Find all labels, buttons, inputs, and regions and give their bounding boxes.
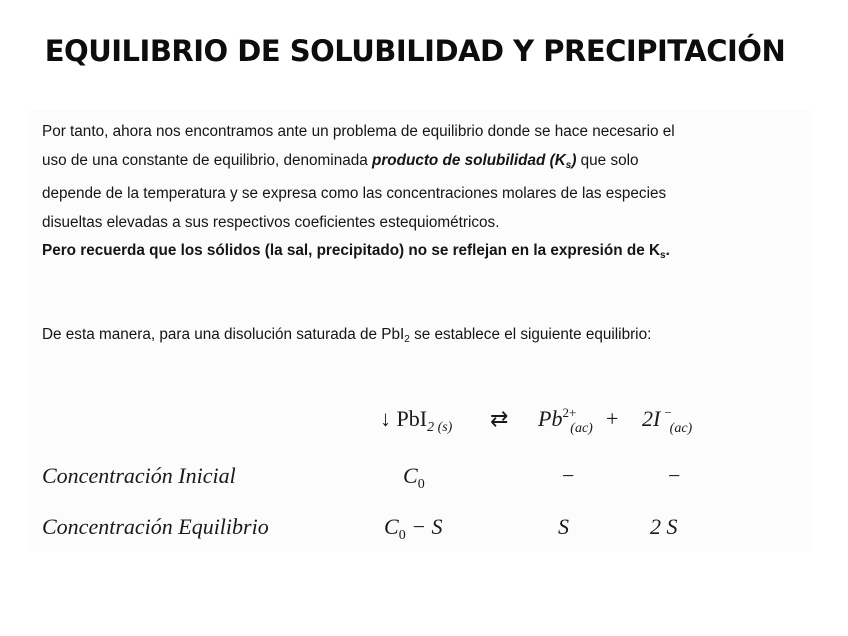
initial-reactant-conc [403,463,425,492]
conc-rest: − S [405,514,443,539]
lead-charge: 2+ [562,405,577,420]
reactant-subscript: 2 (s) [427,420,453,435]
equilibrium-iodide-conc: 2 S [650,514,678,539]
ks-subscript: s [660,250,666,261]
equilibrium-lead-conc: S [558,514,569,539]
iodide-phase: (ac) [669,421,693,436]
remember-note: Pero recuerda que los sólidos (la sal, precipitado) no se reflejan en la expresión de K [42,242,661,259]
intro-line [42,326,651,345]
lead-symbol: Pb [538,406,563,431]
row-label-initial: Concentración Inicial [42,463,236,488]
equilibrium-arrow: ⇄ [490,406,509,431]
paragraph-line-5 [42,237,812,271]
reactant-formula: ↓ PbI [380,406,428,431]
ksp-subscript: s [565,159,572,171]
conc-subscript: 0 [398,528,406,543]
paragraph-text: que solo [576,151,639,169]
conc-symbol: C [384,514,399,539]
row-label-equilibrium: Concentración Equilibrio [42,514,269,539]
paragraph-text: uso de una constante de equilibrio, denominada [42,151,372,169]
paragraph-line-3: depende de la temperatura y se expresa como las concentraciones molares de las especies [42,185,667,202]
conc-subscript: 0 [417,477,425,492]
initial-lead-conc: − [562,463,575,488]
explanation-paragraph [42,118,812,271]
reactant [380,406,453,435]
paragraph-line-4: disueltas elevadas a sus respectivos coeficientes estequiométricos. [42,213,500,231]
intro-text: De esta manera, para una disolución saturada de PbI [42,326,405,343]
equilibrium-reactant-conc [384,514,443,543]
paragraph-line-1: Por tanto, ahora nos encontramos ante un problema de equilibrio donde se hace necesario el [42,123,675,140]
iodide-symbol: 2I [642,406,661,431]
lead-phase: (ac) [570,421,593,436]
product-iodide [642,405,693,436]
intro-text-end: se establece el siguiente equilibrio: [409,326,652,343]
paragraph-line-2 [42,147,812,181]
product-lead [538,405,593,436]
initial-iodide-conc: − [668,463,681,488]
remember-note-end: . [665,242,670,259]
intro-subscript: 2 [404,334,410,345]
ksp-term: producto de solubilidad (K [371,151,566,169]
conc-symbol: C [403,463,418,488]
page-title: EQUILIBRIO DE SOLUBILIDAD Y PRECIPITACIÓN [44,34,786,68]
ksp-term-close: ) [571,151,577,169]
iodide-charge: − [664,405,672,420]
plus-sign: + [606,406,619,431]
